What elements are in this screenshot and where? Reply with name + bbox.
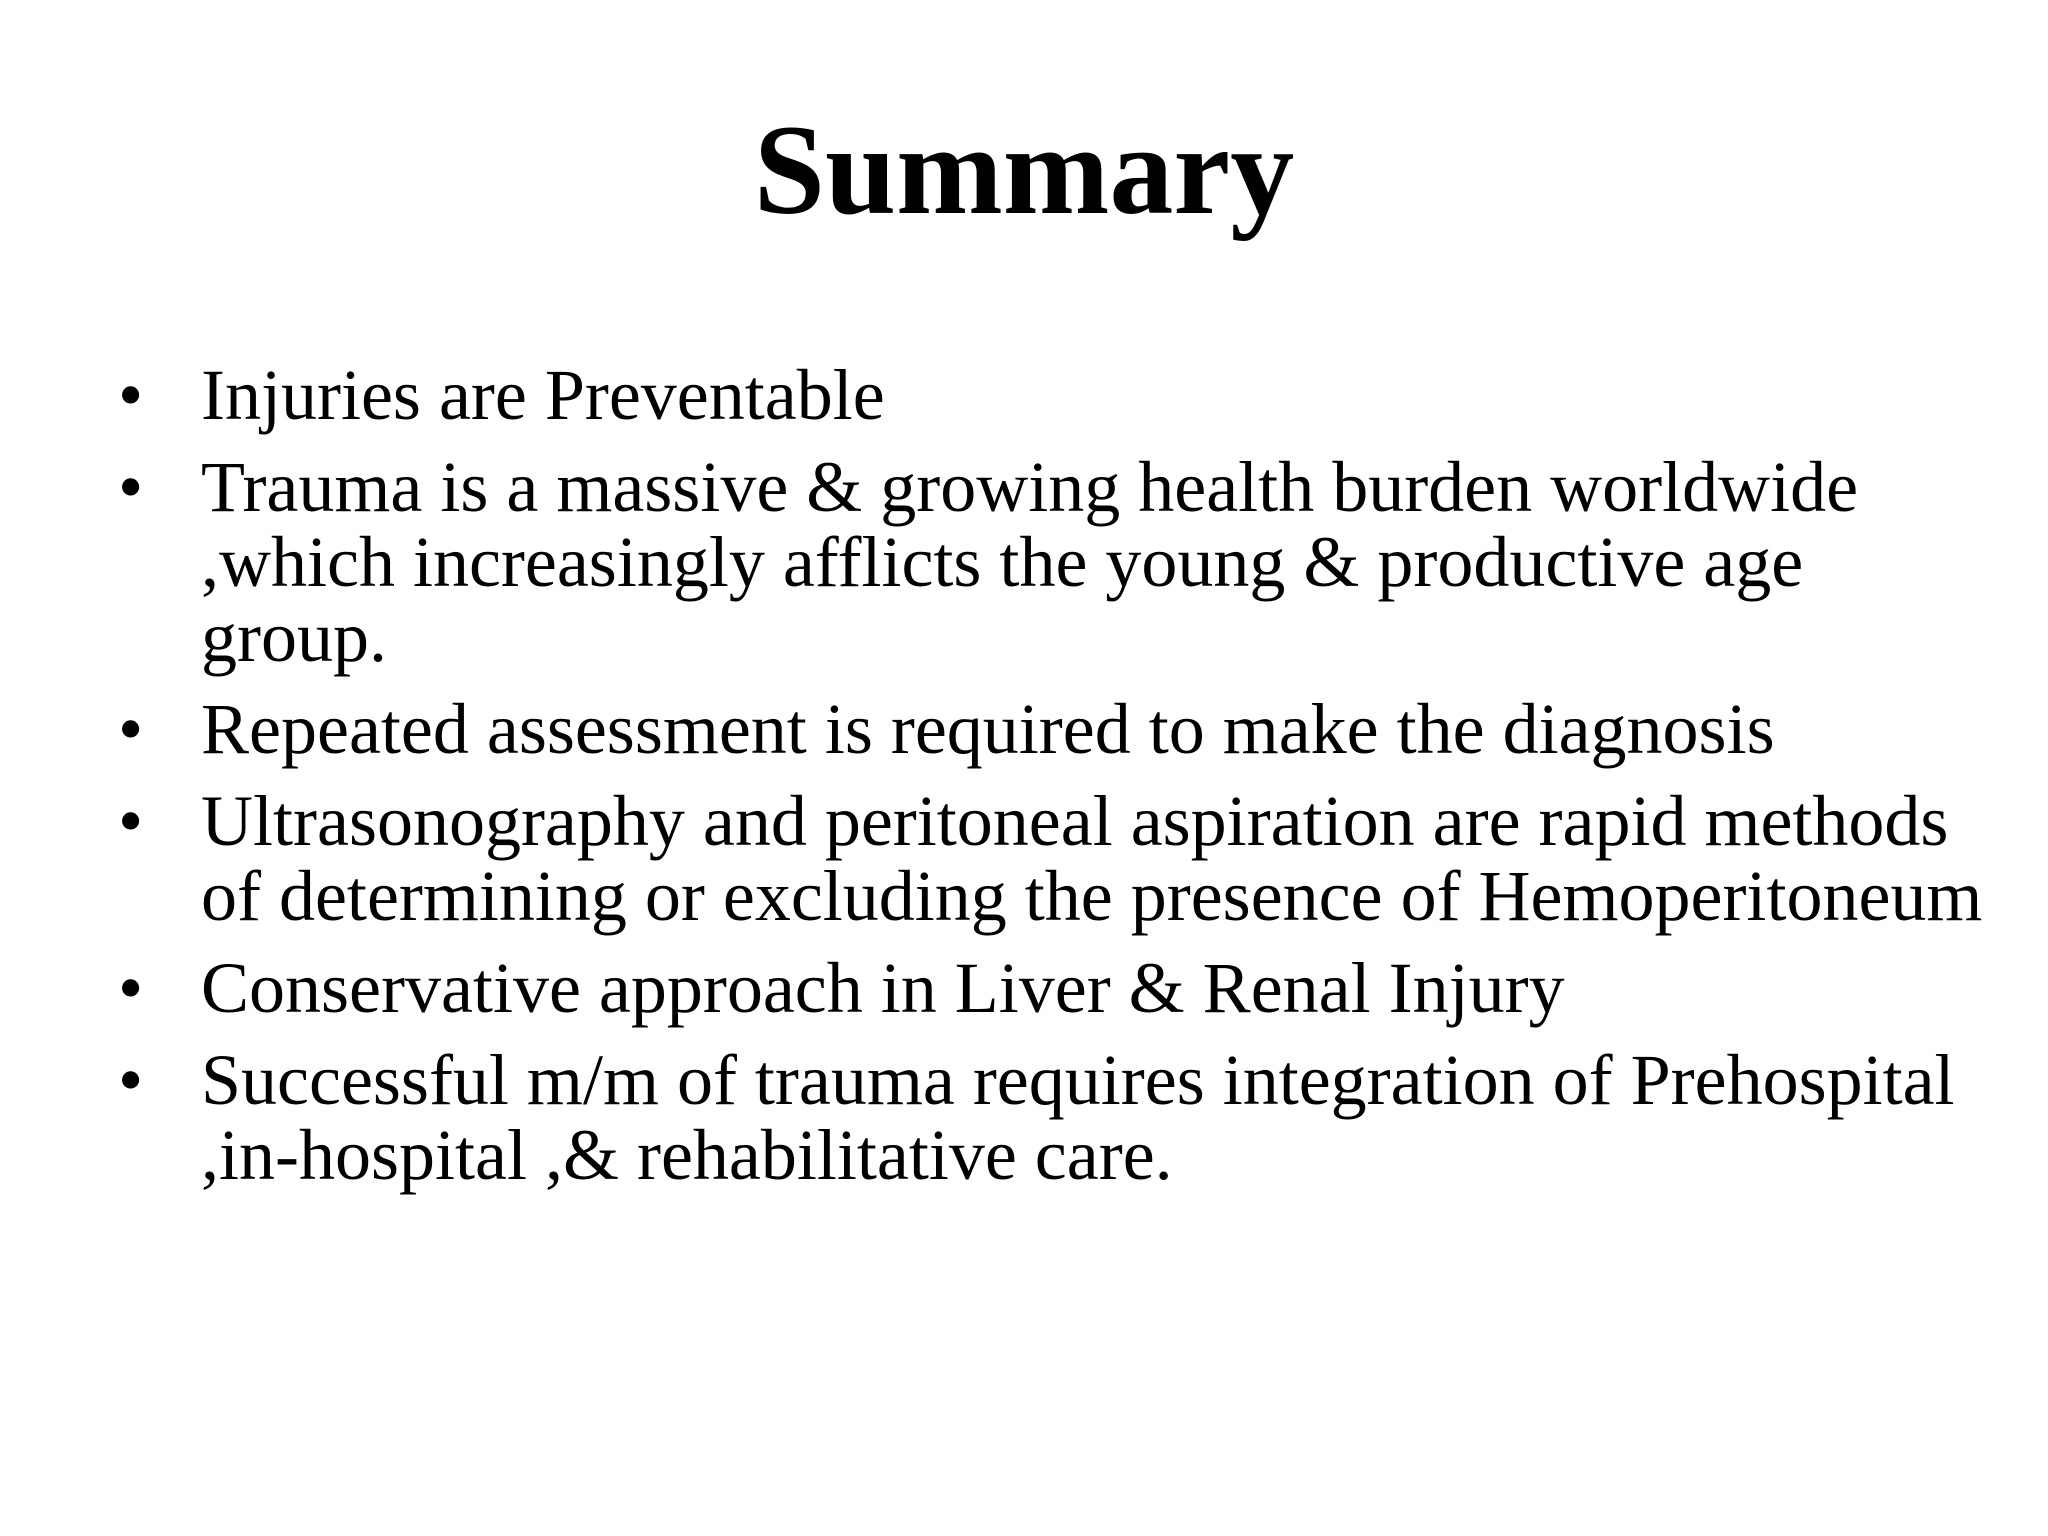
list-item <box>118 781 1998 936</box>
bullet-icon: • <box>118 689 144 769</box>
slide-title: Summary <box>753 99 1295 241</box>
bullet-icon: • <box>118 781 144 861</box>
bullet-text: Conservative approach in Liver & Renal Injury <box>201 948 1565 1028</box>
bullet-list <box>118 355 1998 1210</box>
bullet-text: Injuries are Preventable <box>201 355 885 435</box>
list-item <box>118 948 1998 1028</box>
list-item <box>118 689 1998 769</box>
bullet-text: Repeated assessment is required to make the diagnosis <box>201 689 1775 769</box>
bullet-icon: • <box>118 948 144 1028</box>
list-item <box>118 447 1998 677</box>
bullet-icon: • <box>118 447 144 527</box>
bullet-text: Ultrasonography and peritoneal aspiration are rapid methods of determining or excluding the presence of Hemoperitoneum <box>201 781 1983 936</box>
bullet-text: Successful m/m of trauma requires integration of Prehospital ,in-hospital ,& rehabilitative care. <box>201 1040 1955 1195</box>
list-item <box>118 355 1998 435</box>
list-item <box>118 1040 1998 1195</box>
bullet-text: Trauma is a massive & growing health burden worldwide ,which increasingly afflicts the young & productive age group. <box>201 447 1859 677</box>
bullet-icon: • <box>118 1040 144 1120</box>
bullet-icon: • <box>118 355 144 435</box>
